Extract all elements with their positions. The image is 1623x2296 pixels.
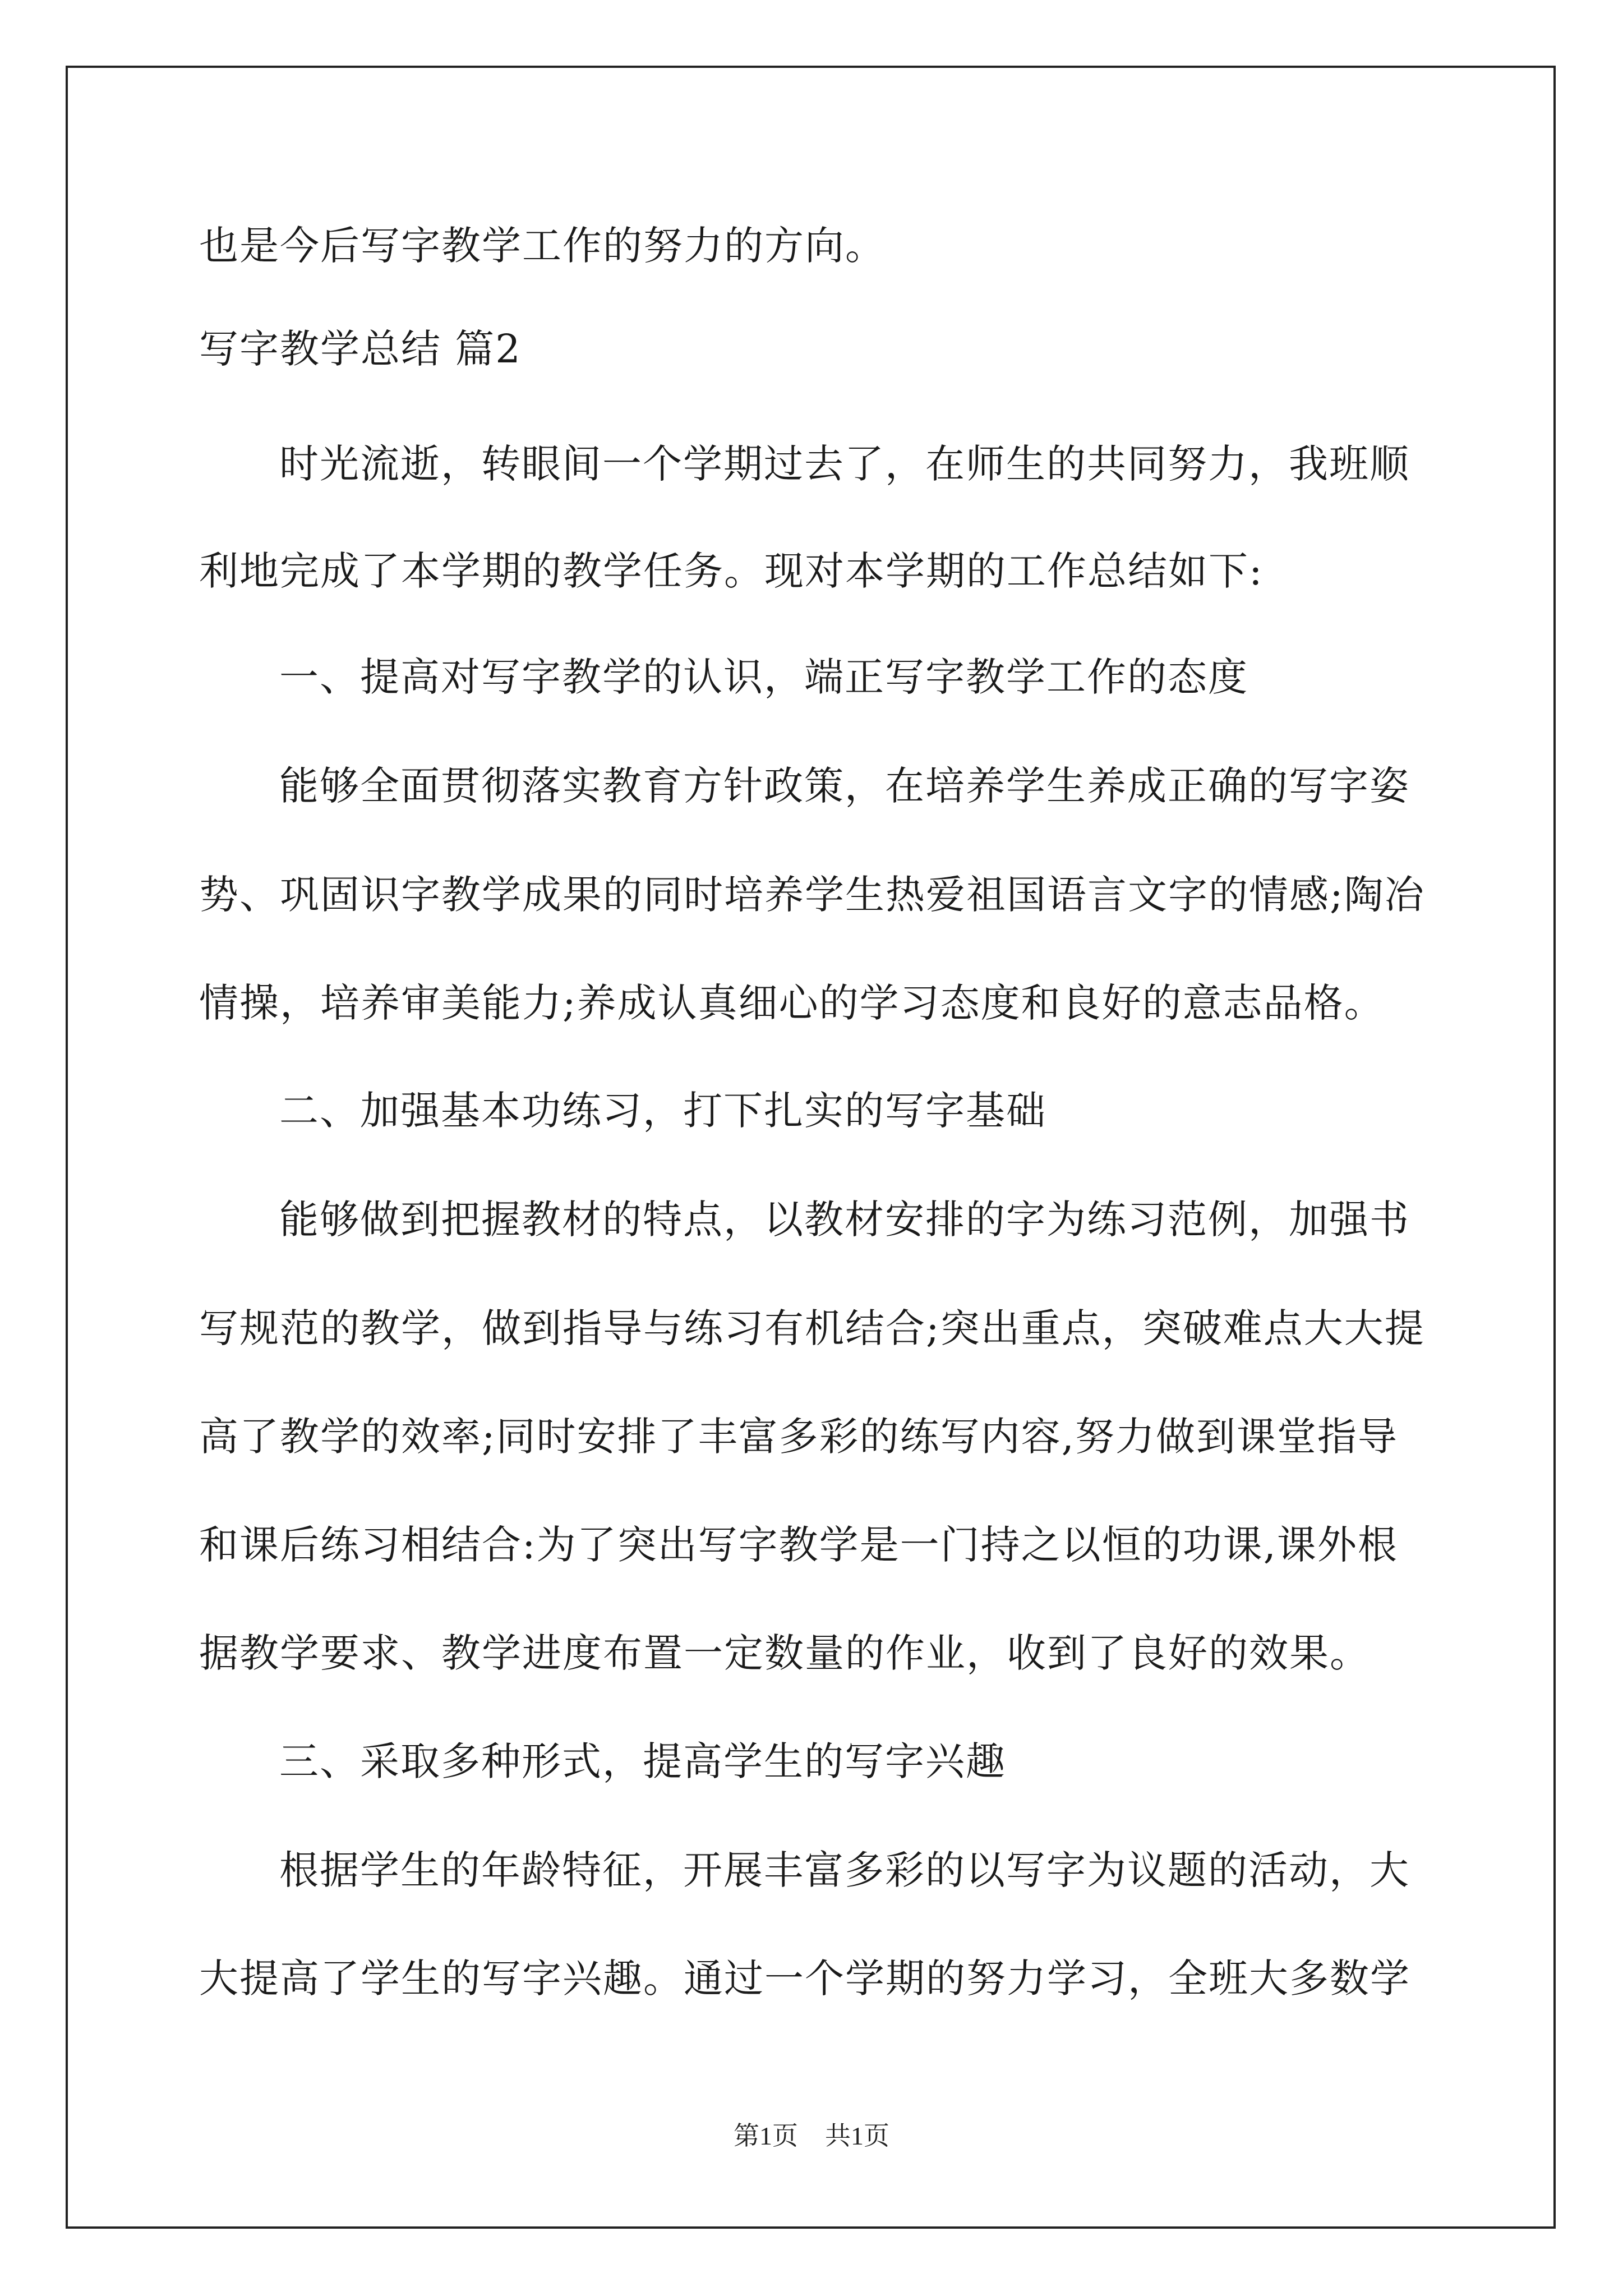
page-border: [66, 66, 1556, 2229]
heading-line: 一、提高对写字教学的认识，端正写字教学工作的态度: [279, 654, 1248, 700]
text-line: 势、巩固识字教学成果的同时培养学生热爱祖国语言文字的情感;陶冶: [199, 872, 1425, 918]
text-line: 能够全面贯彻落实教育方针政策，在培养学生养成正确的写字姿: [279, 763, 1410, 809]
text-line: 情操，培养审美能力;养成认真细心的学习态度和良好的意志品格。: [199, 980, 1385, 1026]
text-line: 高了教学的效率;同时安排了丰富多彩的练写内容,努力做到课堂指导: [199, 1414, 1398, 1460]
page-total: 共1页: [825, 2122, 889, 2150]
text-line: 大提高了学生的写字兴趣。通过一个学期的努力学习，全班大多数学: [199, 1955, 1410, 2001]
text-line: 利地完成了本学期的教学任务。现对本学期的工作总结如下:: [199, 548, 1264, 594]
text-line: 能够做到把握教材的特点，以教材安排的字为练习范例，加强书: [279, 1197, 1410, 1243]
text-line: 也是今后写字教学工作的努力的方向。: [199, 223, 886, 269]
page-number: 第1页: [734, 2122, 798, 2150]
heading-line: 二、加强基本功练习，打下扎实的写字基础: [279, 1088, 1046, 1134]
text-line: 据教学要求、教学进度布置一定数量的作业，收到了良好的效果。: [199, 1630, 1370, 1676]
section-title: 写字教学总结 篇2: [199, 326, 522, 372]
text-line: 时光流逝，转眼间一个学期过去了，在师生的共同努力，我班顺: [279, 441, 1410, 487]
text-line: 根据学生的年龄特征，开展丰富多彩的以写字为议题的活动，大: [279, 1847, 1410, 1893]
heading-line: 三、采取多种形式，提高学生的写字兴趣: [279, 1738, 1006, 1784]
page-footer: [0, 2119, 1623, 2153]
text-line: 和课后练习相结合:为了突出写字教学是一门持之以恒的功课,课外根: [199, 1522, 1398, 1568]
text-line: 写规范的教学，做到指导与练习有机结合;突出重点，突破难点大大提: [199, 1305, 1425, 1351]
